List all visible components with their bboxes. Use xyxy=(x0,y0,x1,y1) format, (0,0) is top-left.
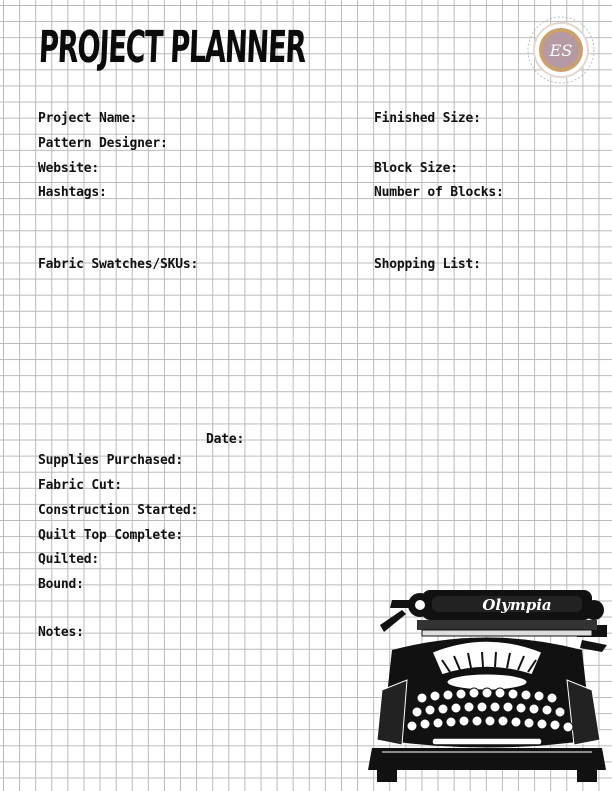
typewriter-illustration xyxy=(362,570,612,791)
shopping-list-label: Shopping List: xyxy=(374,257,481,272)
date-header: Date: xyxy=(206,432,245,447)
fabric-swatches-label: Fabric Swatches/SKUs: xyxy=(38,257,199,272)
construction-started-label: Construction Started: xyxy=(38,503,199,518)
project-name-label: Project Name: xyxy=(38,111,138,126)
typewriter-brand-text: Olympia xyxy=(482,596,552,614)
supplies-purchased-label: Supplies Purchased: xyxy=(38,453,183,468)
logo-text: ES xyxy=(549,41,573,60)
block-size-label: Block Size: xyxy=(374,161,458,176)
brand-logo xyxy=(526,15,596,85)
finished-size-label: Finished Size: xyxy=(374,111,481,126)
website-label: Website: xyxy=(38,161,100,176)
quilt-top-complete-label: Quilt Top Complete: xyxy=(38,528,183,543)
notes-label: Notes: xyxy=(38,625,84,640)
pattern-designer-label: Pattern Designer: xyxy=(38,136,168,151)
page-title: PROJECT PLANNER xyxy=(37,22,307,73)
quilted-label: Quilted: xyxy=(38,552,100,567)
fabric-cut-label: Fabric Cut: xyxy=(38,478,122,493)
number-of-blocks-label: Number of Blocks: xyxy=(374,185,504,200)
hashtags-label: Hashtags: xyxy=(38,185,107,200)
bound-label: Bound: xyxy=(38,577,84,592)
